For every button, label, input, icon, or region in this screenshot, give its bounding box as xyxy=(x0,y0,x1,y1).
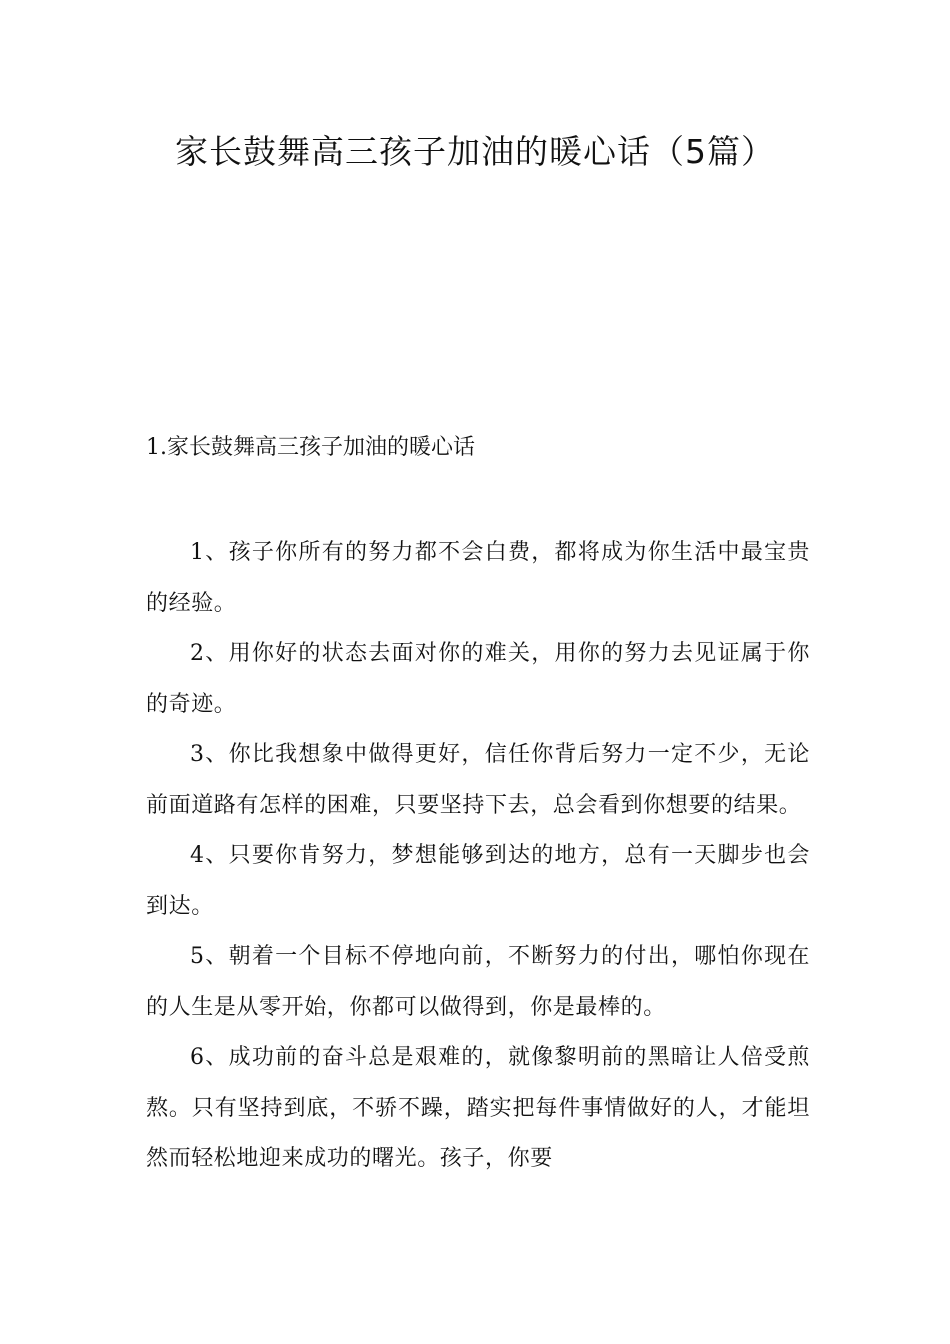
paragraph-2: 2、用你好的状态去面对你的难关，用你的努力去见证属于你的奇迹。 xyxy=(146,641,810,717)
paragraph-4: 4、只要你肯努力，梦想能够到达的地方，总有一天脚步也会到达。 xyxy=(146,843,810,919)
paragraph-3: 3、你比我想象中做得更好，信任你背后努力一定不少，无论前面道路有怎样的困难，只要坚持下去，总会看到你想要的结果。 xyxy=(146,742,810,818)
document-title: 家长鼓舞高三孩子加油的暖心话（5篇） xyxy=(175,132,775,171)
paragraph-6: 6、成功前的奋斗总是艰难的，就像黎明前的黑暗让人倍受煎熬。只有坚持到底，不骄不躁，踏实把每件事情做好的人，才能坦然而轻松地迎来成功的曙光。孩子，你要 xyxy=(146,1045,810,1171)
paragraph-5: 5、朝着一个目标不停地向前，不断努力的付出，哪怕你现在的人生是从零开始，你都可以做得到，你是最棒的。 xyxy=(146,944,810,1020)
paragraph-1: 1、孩子你所有的努力都不会白费，都将成为你生活中最宝贵的经验。 xyxy=(146,540,810,616)
document-body xyxy=(146,528,810,1185)
section-heading: 1.家长鼓舞高三孩子加油的暖心话 xyxy=(146,435,475,460)
